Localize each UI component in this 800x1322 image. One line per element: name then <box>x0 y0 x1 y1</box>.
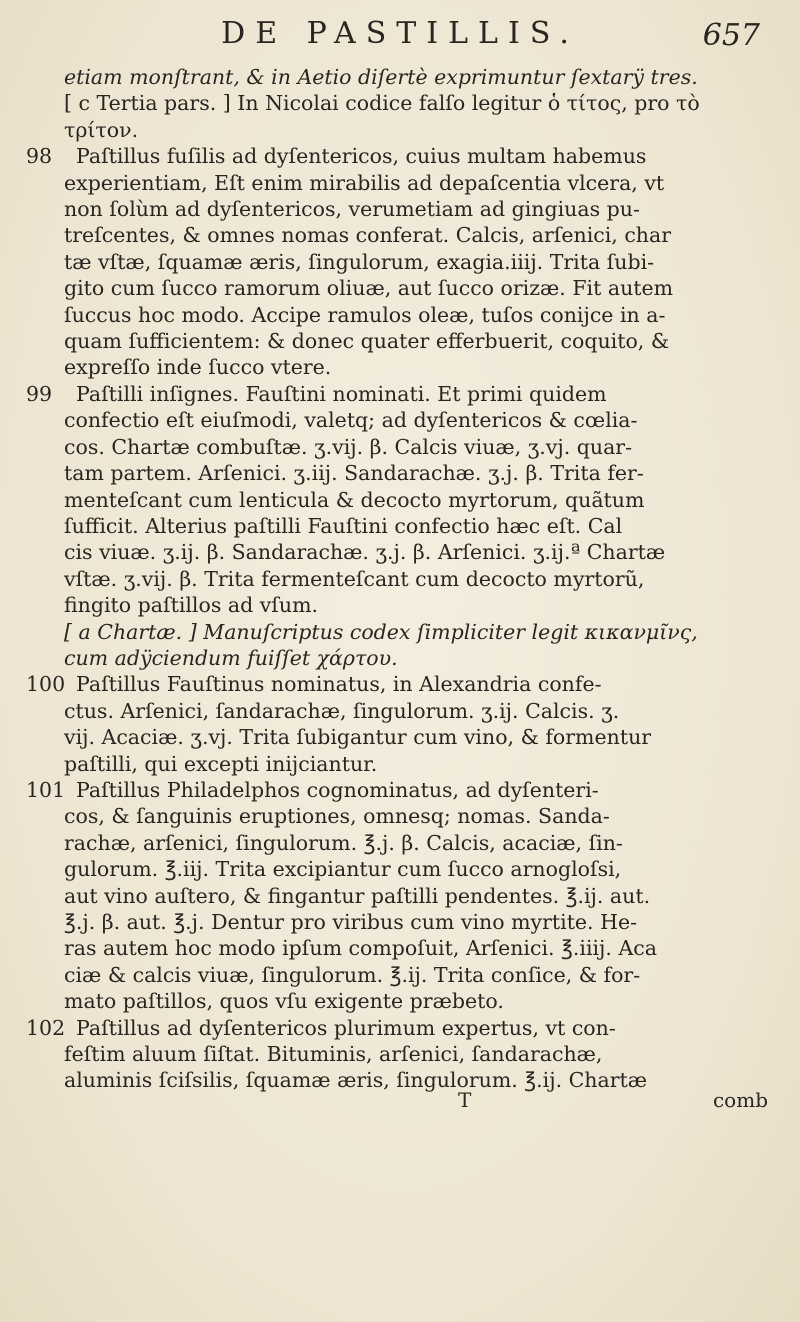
line-text: mato paſtillos, quos vſu exigente præbeto. <box>64 989 504 1014</box>
text-line <box>64 460 780 486</box>
text-line <box>64 909 780 935</box>
line-text: Paſtilli inſignes. Fauſtini nominati. Et primi quidem <box>76 381 607 406</box>
paragraph-number: 98 <box>26 144 53 169</box>
paragraph <box>26 1015 780 1094</box>
line-text: ſufficit. Alterius paſtilli Fauſtini confectio hæc eſt. Cal <box>64 513 623 538</box>
line-text: cum adÿciendum fuiſſet χάρτου. <box>64 645 398 670</box>
line-text: vij. Acaciæ. ʒ.vj. Trita ſubigantur cum vino, & formentur <box>64 725 652 750</box>
line-text: Paſtillus Philadelphos cognominatus, ad dyſenteri- <box>76 777 599 802</box>
line-text: expreſſo inde ſucco vtere. <box>64 355 332 380</box>
line-text: Paſtillus Fauſtinus nominatus, in Alexandria confe- <box>76 672 602 697</box>
text-line <box>64 1041 780 1067</box>
line-text: [ c Tertia pars. ] In Nicolai codice falſo legitur ὁ τίτος, pro τὸ <box>64 91 700 116</box>
line-text: quam ſufficientem: & donec quater efferbuerit, coquito, & <box>64 329 670 354</box>
text-line <box>26 671 780 697</box>
line-text: experientiam, Eſt enim mirabilis ad depaſcentia vlcera, vt <box>64 170 665 195</box>
text-line <box>64 539 780 565</box>
page-number: 657 <box>702 18 760 53</box>
line-text: confectio eſt eiuſmodi, valetq; ad dyſentericos & cœlia- <box>64 408 638 433</box>
line-text: aut vino auſtero, & fingantur paſtilli pendentes. ℥.ij. aut. <box>64 883 651 908</box>
paragraph <box>26 143 780 381</box>
text-line <box>64 645 780 671</box>
text-line <box>64 487 780 513</box>
paragraph-number: 102 <box>26 1015 66 1040</box>
line-text: Paſtillus fuſilis ad dyſentericos, cuius multam habemus <box>76 144 647 169</box>
line-text: gulorum. ℥.iij. Trita excipiantur cum ſucco arnogloſsi, <box>64 857 622 882</box>
text-line <box>26 143 780 169</box>
line-text: Paſtillus ad dyſentericos plurimum expertus, vt con- <box>76 1015 616 1040</box>
catchword: comb <box>712 1088 768 1112</box>
line-text: tam partem. Arſenici. ʒ.iij. Sandarachæ. ʒ.j. β. Trita fer- <box>64 461 644 486</box>
line-text: tæ vſtæ, ſquamæ æris, ſingulorum, exagia.iiij. Trita ſubi- <box>64 249 655 274</box>
text-line <box>64 513 780 539</box>
paragraph-number: 100 <box>26 672 66 697</box>
text-line <box>64 724 780 750</box>
text-line <box>64 64 780 90</box>
line-text: cis viuæ. ʒ.ij. β. Sandarachæ. ʒ.j. β. Arſenici. ʒ.ij.ª Chartæ <box>64 540 666 565</box>
text-line <box>64 117 780 143</box>
text-line <box>64 566 780 592</box>
running-head: DE PASTILLIS. <box>221 16 579 51</box>
line-text: ciæ & calcis viuæ, ſingulorum. ℥.ij. Trita conſice, & for- <box>64 962 641 987</box>
text-block <box>26 64 780 1094</box>
line-text: cos. Chartæ combuſtæ. ʒ.vij. β. Calcis viuæ, ʒ.vj. quar- <box>64 434 633 459</box>
text-line <box>64 196 780 222</box>
line-text: ſuccus hoc modo. Accipe ramulos oleæ, tuſos conijce in a- <box>64 302 666 327</box>
paragraph <box>26 381 780 671</box>
text-line <box>64 698 780 724</box>
paragraph-number: 99 <box>26 381 53 406</box>
line-text: cos, & ſanguinis eruptiones, omnesq; nomas. Sanda- <box>64 804 610 829</box>
line-text: non ſolùm ad dyſentericos, verumetiam ad gingiuas pu- <box>64 197 640 222</box>
paragraph <box>64 64 780 143</box>
line-text: menteſcant cum lenticula & decocto myrtorum, quãtum <box>64 487 645 512</box>
line-text: gito cum ſucco ramorum oliuæ, aut ſucco orizæ. Fit autem <box>64 276 674 301</box>
text-line <box>64 1067 780 1093</box>
text-line <box>26 1015 780 1041</box>
line-text: vſtæ. ʒ.vij. β. Trita fermenteſcant cum decocto myrtorũ, <box>64 566 645 591</box>
paragraph <box>26 671 780 777</box>
text-line <box>64 222 780 248</box>
text-line <box>64 751 780 777</box>
text-line <box>64 883 780 909</box>
line-text: fingito paſtillos ad vſum. <box>64 593 319 618</box>
text-line <box>64 962 780 988</box>
text-line <box>64 592 780 618</box>
text-line <box>64 90 780 116</box>
signature-mark: T <box>458 1088 472 1112</box>
line-text: treſcentes, & omnes nomas conferat. Calcis, arſenici, char <box>64 223 672 248</box>
line-text: paſtilli, qui excepti inijciantur. <box>64 751 378 776</box>
text-line <box>64 935 780 961</box>
line-text: rachæ, arſenici, ſingulorum. ℥.j. β. Calcis, acaciæ, ſin- <box>64 830 623 855</box>
text-line <box>64 302 780 328</box>
text-line <box>64 354 780 380</box>
text-line <box>26 381 780 407</box>
line-text: aluminis ſciſsilis, ſquamæ æris, ſingulorum. ℥.ij. Chartæ <box>64 1068 648 1093</box>
line-text: etiam monſtrant, & in Aetio diſertè exprimuntur ſextarÿ tres. <box>64 65 698 89</box>
text-line <box>64 856 780 882</box>
line-text: [ a Chartæ. ] Manuſcriptus codex ſimpliciter legit κικανμῖνς, <box>64 619 698 644</box>
text-line <box>64 619 780 645</box>
text-line <box>64 275 780 301</box>
text-line <box>64 830 780 856</box>
text-line <box>64 988 780 1014</box>
line-text: feſtim aluum ſiſtat. Bituminis, arſenici, ſandarachæ, <box>64 1042 603 1067</box>
line-text: ℥.j. β. aut. ℥.j. Dentur pro viribus cum vino myrtite. He- <box>64 910 638 934</box>
text-line <box>64 249 780 275</box>
text-line <box>64 170 780 196</box>
paragraph-number: 101 <box>26 777 66 802</box>
text-line <box>64 407 780 433</box>
line-text: τρίτον. <box>64 117 139 142</box>
line-text: ras autem hoc modo ipſum compoſuit, Arſenici. ℥.iiij. Aca <box>64 936 657 961</box>
text-line <box>64 434 780 460</box>
text-line <box>64 803 780 829</box>
text-line <box>64 328 780 354</box>
text-line <box>26 777 780 803</box>
line-text: ctus. Arſenici, ſandarachæ, ſingulorum. ʒ.ij. Calcis. ʒ. <box>64 698 620 723</box>
paragraph <box>26 777 780 1015</box>
